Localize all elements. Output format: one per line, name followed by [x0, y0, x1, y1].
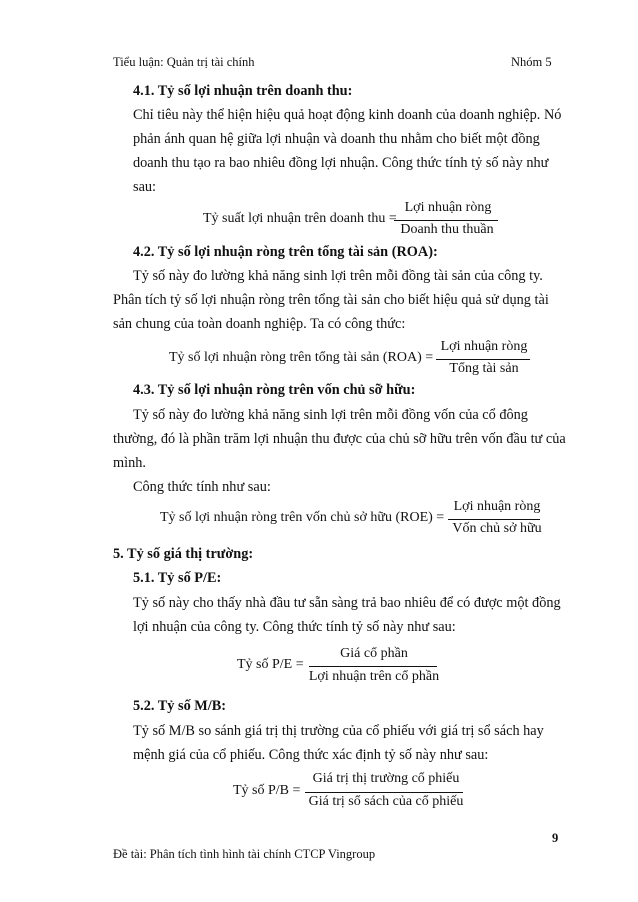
formula-denominator: Giá trị sổ sách của cổ phiếu — [308, 794, 464, 809]
formula-label: Tỷ số P/B = — [233, 783, 301, 798]
paragraph-line: sản chung của toàn doanh nghiệp. Ta có công thức: — [113, 316, 406, 332]
formula-numerator: Lợi nhuận ròng — [440, 339, 528, 354]
formula-numerator: Giá trị thị trường cổ phiếu — [312, 771, 460, 786]
paragraph-line: Công thức tính như sau: — [133, 479, 271, 495]
formula-numerator: Lợi nhuận ròng — [453, 499, 541, 514]
heading-5-1: 5.1. Tỷ số P/E: — [133, 570, 222, 586]
paragraph-line: mình. — [113, 455, 146, 471]
paragraph-line: lợi nhuận của công ty. Công thức tính tỷ số này như sau: — [133, 619, 456, 635]
heading-4-2: 4.2. Tỷ số lợi nhuận ròng trên tổng tài sản (ROA): — [133, 244, 438, 260]
formula-label: Tỷ số lợi nhuận ròng trên vốn chủ sở hữu (ROE) = — [160, 510, 445, 525]
heading-5-2: 5.2. Tỷ số M/B: — [133, 698, 227, 714]
formula-numerator: Lợi nhuận ròng — [404, 200, 492, 215]
paragraph-line: doanh thu tạo ra bao nhiêu đồng lợi nhuận. Công thức tính tỷ số này như — [133, 155, 549, 171]
page-number: 9 — [552, 831, 559, 845]
formula-denominator: Lợi nhuận trên cổ phần — [308, 669, 440, 684]
paragraph-line: Tỷ số này đo lường khả năng sinh lợi trên mỗi đồng vốn của cổ đông — [133, 407, 528, 423]
formula-roa — [169, 341, 534, 381]
formula-numerator: Giá cổ phần — [340, 646, 408, 661]
paragraph-line: mệnh giá của cổ phiếu. Công thức xác định tỷ số này như sau: — [133, 747, 489, 763]
paragraph-line: Chỉ tiêu này thể hiện hiệu quả hoạt động kinh doanh của doanh nghiệp. Nó — [133, 107, 562, 123]
formula-denominator: Doanh thu thuần — [400, 222, 494, 237]
paragraph-line: phản ánh quan hệ giữa lợi nhuận và doanh thu nhằm cho biết một đồng — [133, 131, 540, 147]
running-header-group: Nhóm 5 — [511, 55, 552, 69]
running-header-title: Tiểu luận: Quản trị tài chính — [113, 55, 255, 69]
paragraph-line: sau: — [133, 179, 157, 195]
fraction-bar — [394, 220, 498, 221]
fraction-bar — [309, 666, 437, 667]
paragraph-line: Phân tích tỷ số lợi nhuận ròng trên tổng tài sản cho biết hiệu quả sử dụng tài — [113, 292, 549, 308]
fraction-bar — [436, 359, 530, 360]
paragraph-line: Tỷ số này đo lường khả năng sinh lợi trên mỗi đồng tài sản của công ty. — [133, 268, 543, 284]
formula-denominator: Vốn chủ sở hữu — [452, 521, 542, 536]
formula-label: Tỷ số lợi nhuận ròng trên tổng tài sản (ROA) = — [169, 350, 434, 365]
formula-roe — [160, 501, 545, 541]
formula-label: Tỷ số P/E = — [237, 657, 304, 672]
paragraph-line: Tỷ số này cho thấy nhà đầu tư sẵn sàng trả bao nhiêu để có được một đồng — [133, 595, 561, 611]
fraction-bar — [448, 519, 540, 520]
heading-5: 5. Tỷ số giá thị trường: — [113, 546, 254, 562]
formula-pe — [237, 645, 447, 687]
running-footer-title: Đề tài: Phân tích tình hình tài chính CTCP Vingroup — [113, 847, 376, 861]
formula-denominator: Tổng tài sản — [449, 361, 519, 376]
formula-label: Tỷ suất lợi nhuận trên doanh thu = — [203, 211, 397, 226]
paragraph-line: Tỷ số M/B so sánh giá trị thị trường của cổ phiếu với giá trị sổ sách hay — [133, 723, 544, 739]
fraction-bar — [305, 792, 463, 793]
formula-pb — [233, 770, 468, 812]
heading-4-3: 4.3. Tỷ số lợi nhuận ròng trên vốn chủ sỡ hữu: — [133, 382, 416, 398]
heading-4-1: 4.1. Tỷ số lợi nhuận trên doanh thu: — [133, 83, 353, 99]
paragraph-line: thường, đó là phần trăm lợi nhuận thu được của chủ sỡ hữu trên vốn đầu tư của — [113, 431, 566, 447]
formula-profit-margin — [203, 202, 503, 242]
